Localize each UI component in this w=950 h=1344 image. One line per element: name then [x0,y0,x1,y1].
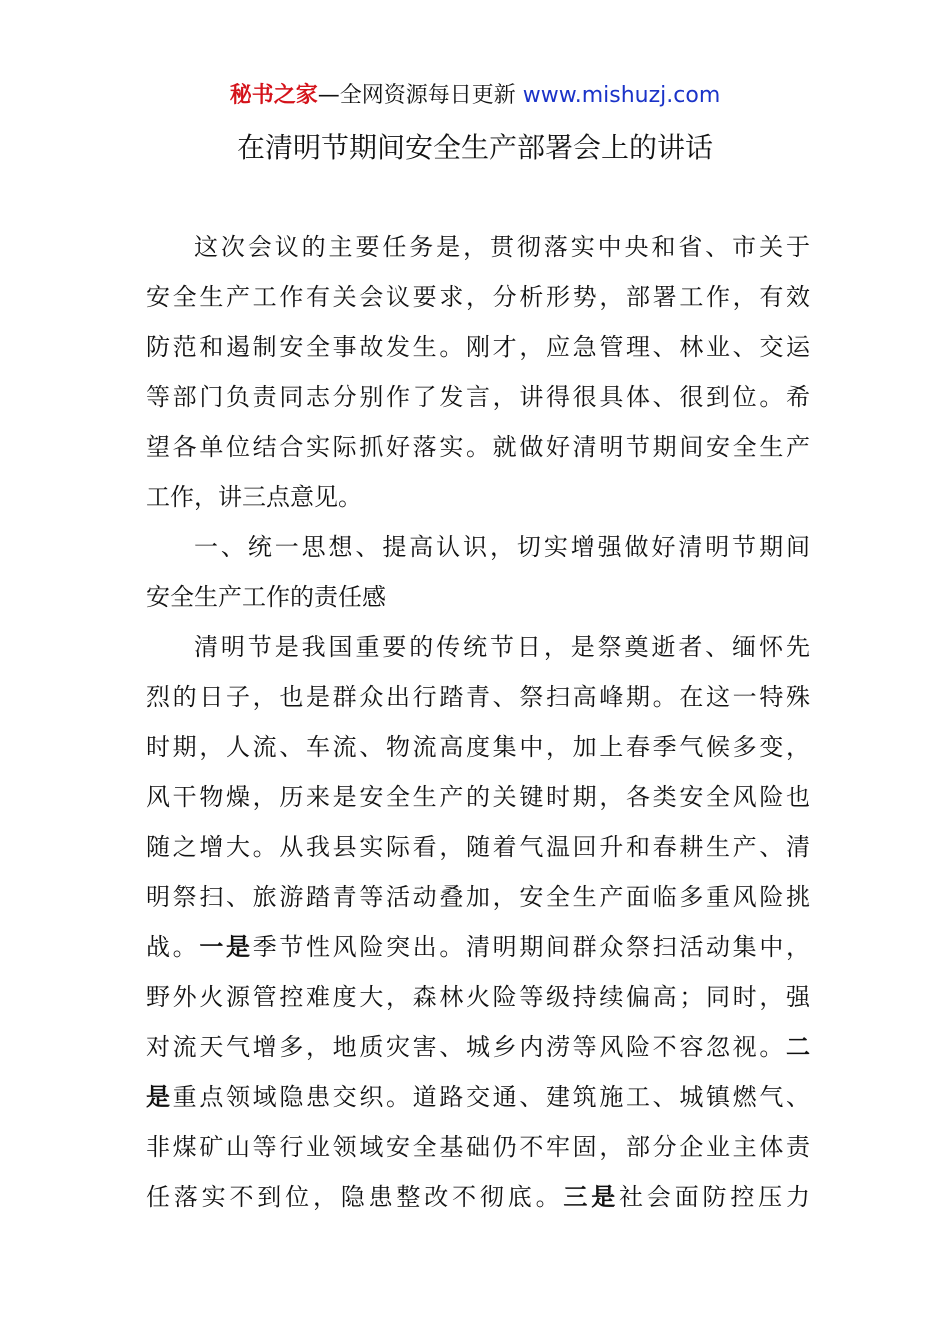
paragraph-line: 非煤矿山等行业领域安全基础仍不牢固，部分企业主体责 [146,1133,810,1161]
paragraph-line: 安全生产工作有关会议要求，分析形势，部署工作，有效 [146,283,810,311]
line-text: 重点领域隐患交织。道路交通、建筑施工、城镇燃气、 [172,1083,811,1111]
emphasis-text: 是 [146,1083,173,1111]
emphasis-text: 三是 [563,1183,620,1211]
site-url-link[interactable]: www.mishuzj.com [522,83,721,108]
paragraph-line: 随之增大。从我县实际看，随着气温回升和春耕生产、清 [146,833,810,861]
line-text: 任落实不到位，隐患整改不彻底。 [146,1183,564,1211]
paragraph-line [146,1072,810,1122]
line-text: 战。 [146,933,200,961]
paragraph-line: 时期，人流、车流、物流高度集中，加上春季气候多变， [146,733,810,761]
paragraph-line: 烈的日子，也是群众出行踏青、祭扫高峰期。在这一特殊 [146,683,810,711]
paragraph-line: 风干物燥，历来是安全生产的关键时期，各类安全风险也 [146,783,810,811]
paragraph-line [146,922,810,972]
document-title: 在清明节期间安全生产部署会上的讲话 [236,131,713,164]
emphasis-text: 一是 [199,933,253,961]
paragraph-line: 这次会议的主要任务是，贯彻落实中央和省、市关于 [194,233,810,261]
paragraph-line: 工作，讲三点意见。 [146,483,362,511]
paragraph-line: 明祭扫、旅游踏青等活动叠加，安全生产面临多重风险挑 [146,883,810,911]
brand-name: 秘书之家 [229,83,318,108]
paragraph-line: 野外火源管控难度大，森林火险等级持续偏高；同时，强 [146,983,810,1011]
paragraph-line: 望各单位结合实际抓好落实。就做好清明节期间安全生产 [146,433,810,461]
emphasis-text: 二 [786,1033,810,1061]
banner-tagline: —全网资源每日更新 [317,83,516,108]
heading-line: 安全生产工作的责任感 [146,583,386,611]
body-paragraph [146,622,810,1222]
paragraph-line: 清明节是我国重要的传统节日，是祭奠逝者、缅怀先 [194,633,810,661]
paragraph-line: 防范和遏制安全事故发生。刚才，应急管理、林业、交运 [146,333,810,361]
line-text: 对流天气增多，地质灾害、城乡内涝等风险不容忽视。 [146,1033,786,1061]
paragraph-line [146,1172,810,1222]
heading-line: 一、统一思想、提高认识，切实增强做好清明节期间 [194,533,810,561]
site-banner [0,80,950,112]
intro-paragraph [146,222,810,522]
line-text: 社会面防控压力 [619,1183,811,1211]
section-heading [146,522,810,622]
line-text: 季节性风险突出。清明期间群众祭扫活动集中， [252,933,811,961]
paragraph-line [146,1022,810,1072]
paragraph-line: 等部门负责同志分别作了发言，讲得很具体、很到位。希 [146,383,810,411]
document-body [146,222,810,1222]
